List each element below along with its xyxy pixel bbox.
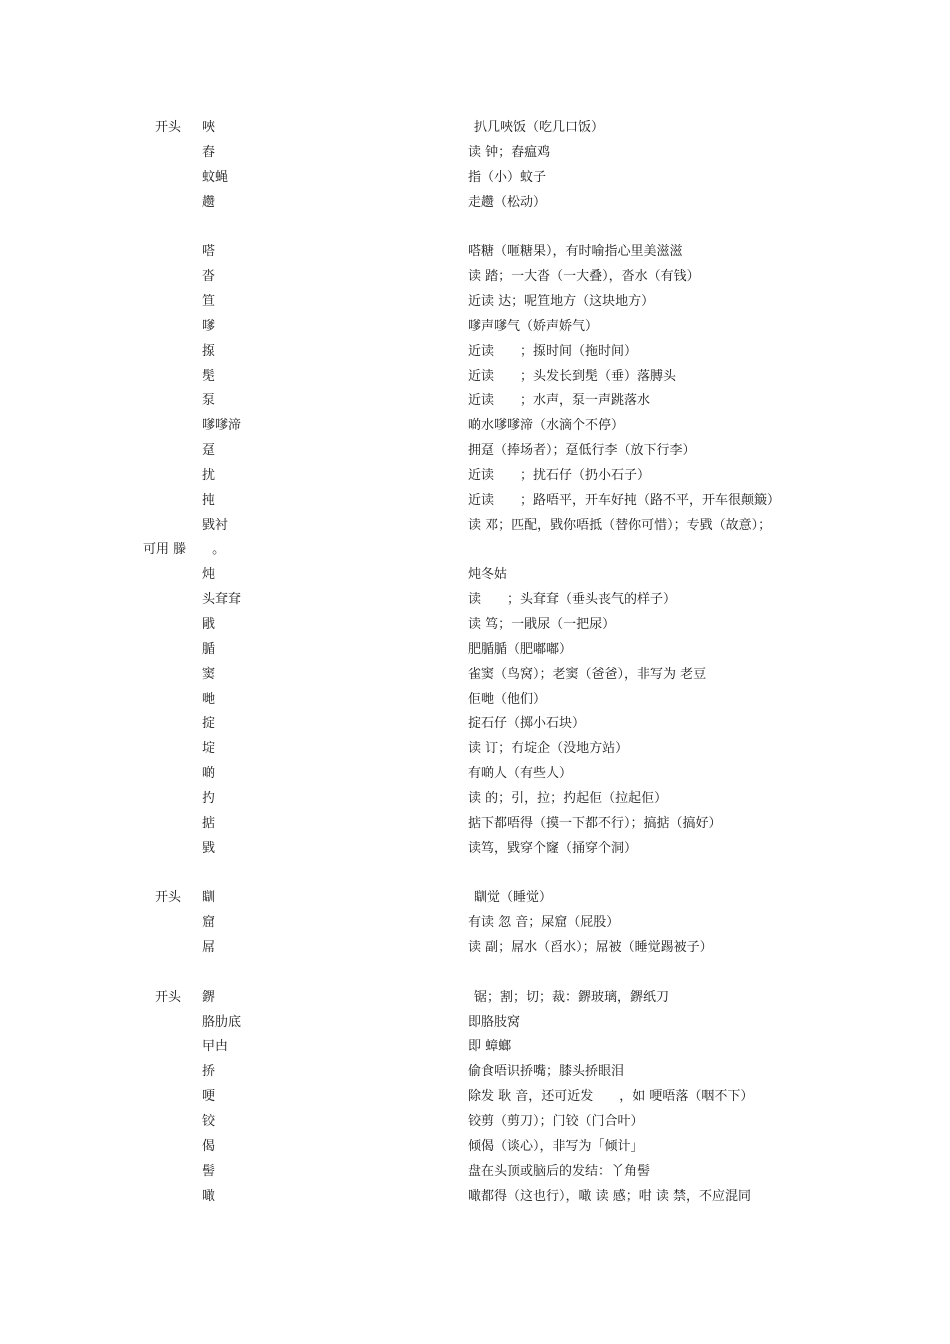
entry-row bbox=[0, 441, 950, 461]
dialect-term: 埞 bbox=[202, 741, 216, 757]
entry-row bbox=[0, 317, 950, 337]
entry-row bbox=[0, 565, 950, 585]
term-definition: 铰剪（剪刀）；门铰（门合叶） bbox=[468, 1114, 644, 1129]
term-definition: 读 的；引，拉；扚起佢（拉起佢） bbox=[468, 790, 668, 806]
dialect-term: 鎅 bbox=[202, 989, 216, 1005]
entry-row bbox=[0, 789, 950, 809]
entry-row bbox=[0, 342, 950, 362]
entry-row bbox=[0, 938, 950, 958]
term-definition: 近读 ；路唔平，开车好扽（路不平，开车很颠簸） bbox=[468, 492, 781, 508]
dialect-term: 挢 bbox=[202, 1064, 216, 1080]
entry-row bbox=[0, 367, 950, 387]
entry-row bbox=[0, 516, 950, 536]
term-definition: 近读 ；扰石仔（扔小石子） bbox=[468, 467, 651, 483]
dialect-term: 掟 bbox=[202, 716, 216, 732]
term-definition: 读 踏；一大沓（一大叠），沓水（有钱） bbox=[468, 269, 700, 285]
dialect-term: 髻 bbox=[202, 1163, 216, 1179]
entry-row bbox=[0, 267, 950, 287]
dialect-term: 胳肋底 bbox=[202, 1014, 242, 1030]
dialect-term: 髧 bbox=[202, 368, 216, 384]
term-definition: 拥趸（捧场者）；趸低行李（放下行李） bbox=[468, 443, 696, 459]
dialect-term: 嗲嗲渧 bbox=[202, 418, 242, 434]
dialect-term: 戥衬 bbox=[202, 517, 229, 533]
entry-row bbox=[0, 839, 950, 859]
entry-row bbox=[0, 665, 950, 685]
term-definition: 炖冬姑 bbox=[468, 567, 508, 583]
term-definition: 偷食唔识挢嘴；膝头挢眼泪 bbox=[468, 1064, 625, 1080]
term-definition: 读笃，戥穿个窿（捅穿个洞） bbox=[468, 840, 638, 856]
dialect-term: 趱 bbox=[202, 194, 216, 210]
dialect-term: 嗒 bbox=[202, 244, 216, 260]
row-prefix-label: 开头 bbox=[155, 989, 182, 1005]
term-definition: 读 ；头耷耷（垂头丧气的样子） bbox=[468, 592, 677, 608]
entry-row bbox=[0, 690, 950, 710]
dialect-term: 揼 bbox=[202, 343, 216, 359]
term-definition: 读 钟；舂瘟鸡 bbox=[468, 144, 551, 160]
entry-row bbox=[0, 193, 950, 213]
term-definition: 读 副；屌水（舀水）；屌被（睡觉踢被子） bbox=[468, 940, 713, 956]
dialect-term: 铰 bbox=[202, 1114, 216, 1129]
wrapped-continuation-line: 可用 滕 。 bbox=[143, 542, 226, 558]
dialect-term: 戙 bbox=[202, 617, 216, 632]
dialect-term: 泵 bbox=[202, 393, 216, 409]
entry-row bbox=[0, 242, 950, 262]
term-definition: 嗲声嗲气（娇声娇气） bbox=[468, 318, 599, 334]
entry-row bbox=[0, 739, 950, 759]
entry-row bbox=[0, 118, 950, 138]
dialect-term: 窟 bbox=[202, 915, 216, 931]
entry-row bbox=[0, 292, 950, 312]
dialect-term: 沓 bbox=[202, 269, 216, 285]
term-definition: 除发 耿 音，还可近发 ，如 哽唔落（咽不下） bbox=[468, 1089, 754, 1105]
term-definition: 锯；割；切；裁：鎅玻璃，鎅纸刀 bbox=[474, 989, 670, 1005]
entry-row bbox=[0, 814, 950, 834]
term-definition: 掟石仔（掷小石块） bbox=[468, 716, 586, 732]
entry-row bbox=[0, 615, 950, 635]
entry-row bbox=[0, 1087, 950, 1107]
dialect-term: 蚊蝇 bbox=[202, 169, 229, 185]
term-definition: 读 订；冇埞企（没地方站） bbox=[468, 741, 629, 757]
term-definition: 佢哋（他们） bbox=[468, 691, 547, 707]
entry-row bbox=[0, 1013, 950, 1033]
term-definition: 读 邓；匹配，戥你唔抵（替你可惜）；专戥（故意）； bbox=[468, 517, 772, 533]
term-definition: 瞓觉（睡觉） bbox=[474, 890, 553, 906]
entry-row bbox=[0, 988, 950, 1008]
term-definition: 读 笃；一戙尿（一把尿） bbox=[468, 617, 616, 632]
term-definition: 近读 达；呢笪地方（这块地方） bbox=[468, 293, 655, 309]
dialect-term: 唊 bbox=[202, 120, 216, 135]
term-definition: 即胳肢窝 bbox=[468, 1014, 521, 1030]
term-definition: 啲水嗲嗲渧（水滴个不停） bbox=[468, 418, 625, 434]
term-definition: 肥腯腯（肥嘟嘟） bbox=[468, 641, 573, 657]
entry-row bbox=[0, 590, 950, 610]
dialect-term: 偈 bbox=[202, 1138, 216, 1154]
term-definition: 倾偈（谈心），非写为「倾计」 bbox=[468, 1138, 644, 1154]
entry-row bbox=[0, 143, 950, 163]
term-definition: 近读 ；水声，泵一声跳落水 bbox=[468, 393, 651, 409]
dialect-term: 趸 bbox=[202, 443, 216, 459]
entry-row bbox=[0, 491, 950, 511]
entry-row bbox=[0, 416, 950, 436]
entry-row bbox=[0, 466, 950, 486]
dialect-term: 头耷耷 bbox=[202, 592, 242, 608]
term-definition: 雀窦（鸟窝）；老窦（爸爸），非写为 老豆 bbox=[468, 666, 707, 682]
dialect-term: 哽 bbox=[202, 1089, 216, 1105]
entry-row bbox=[0, 764, 950, 784]
term-definition: 噉都得（这也行），噉 读 感；咁 读 禁，不应混同 bbox=[468, 1188, 752, 1204]
entry-row bbox=[0, 888, 950, 908]
dialect-term: 掂 bbox=[202, 815, 216, 831]
dialect-term: 笪 bbox=[202, 293, 216, 309]
term-definition: 近读 ；揼时间（拖时间） bbox=[468, 343, 638, 359]
entry-row bbox=[0, 1137, 950, 1157]
dialect-term: 瞓 bbox=[202, 890, 216, 906]
term-definition: 近读 ；头发长到髧（垂）落膊头 bbox=[468, 368, 677, 384]
dialect-term: 噉 bbox=[202, 1188, 216, 1204]
term-definition: 有啲人（有些人） bbox=[468, 766, 573, 782]
dialect-term: 啲 bbox=[202, 766, 216, 782]
dialect-term: 舂 bbox=[202, 144, 216, 160]
entry-row bbox=[0, 1062, 950, 1082]
row-prefix-label: 开头 bbox=[155, 120, 182, 135]
dialect-term: 哋 bbox=[202, 691, 216, 707]
row-prefix-label: 开头 bbox=[155, 890, 182, 906]
term-definition: 嗒糖（咂糖果），有时喻指心里美滋滋 bbox=[468, 244, 683, 260]
entry-row bbox=[0, 714, 950, 734]
term-definition: 扒几唊饭（吃几口饭） bbox=[474, 120, 605, 135]
entry-row bbox=[0, 1112, 950, 1132]
dialect-term: 曱甴 bbox=[202, 1039, 229, 1055]
entry-row bbox=[0, 1162, 950, 1182]
dialect-term: 腯 bbox=[202, 641, 216, 657]
dialect-term: 嗲 bbox=[202, 318, 216, 334]
entry-row bbox=[0, 640, 950, 660]
entry-row bbox=[0, 1037, 950, 1057]
dialect-term: 扚 bbox=[202, 790, 216, 806]
term-definition: 盘在头顶或脑后的发结：丫角髻 bbox=[468, 1163, 651, 1179]
entry-row bbox=[0, 391, 950, 411]
dialect-term: 窦 bbox=[202, 666, 216, 682]
dialect-term: 炖 bbox=[202, 567, 216, 583]
entry-row bbox=[0, 913, 950, 933]
term-definition: 掂下都唔得（摸一下都不行）；搞掂（搞好） bbox=[468, 815, 722, 831]
entry-row bbox=[0, 168, 950, 188]
term-definition: 指（小）蚊子 bbox=[468, 169, 547, 185]
entry-row bbox=[0, 1187, 950, 1207]
term-definition: 走趱（松动） bbox=[468, 194, 547, 210]
dialect-term: 屌 bbox=[202, 940, 216, 956]
term-definition: 有读 忽 音；屎窟（屁股） bbox=[468, 915, 620, 931]
term-definition: 即 蟑螂 bbox=[468, 1039, 512, 1055]
dialect-term: 扰 bbox=[202, 467, 216, 483]
dialect-term: 扽 bbox=[202, 492, 216, 508]
dialect-term: 戥 bbox=[202, 840, 216, 856]
